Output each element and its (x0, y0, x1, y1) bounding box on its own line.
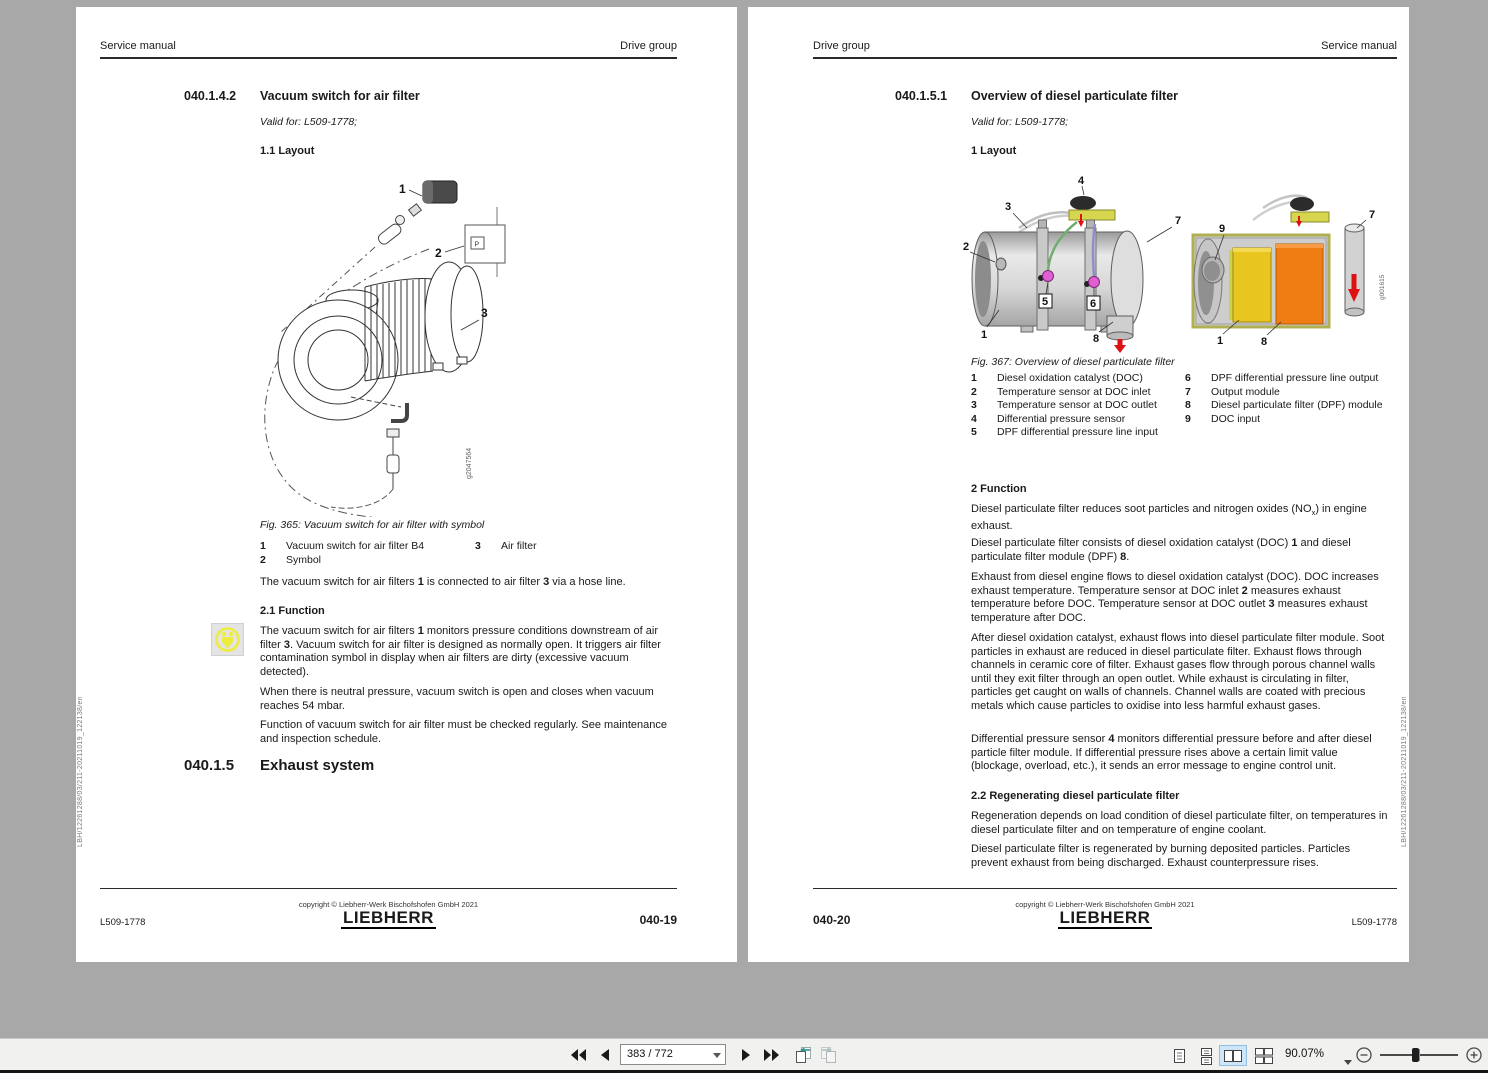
previous-view-button[interactable] (792, 1044, 814, 1066)
page-header-right: Drive group (620, 40, 677, 52)
section-title: Vacuum switch for air filter (260, 89, 420, 103)
paragraph-function-4: After diesel oxidation catalyst, exhaust flows into diesel particulate filter module. Soot particles in exhaust are reduced in diesel particulate filter. Exhaust flows through channels in ceramic core of filter. Exhaust gases flow through porous channel walls until they exit filter through an open outlet. While exhaust is circulating in filter, particles get caught on walls of channels. Channel walls are coated with precious metals which cause particles to oxidise into less harmful exhaust gases. (971, 632, 1385, 712)
figure-367-dpf-illustration (961, 170, 1389, 353)
legend-num: 7 (1185, 385, 1191, 398)
legend-label: Output module (1211, 385, 1280, 398)
legend-label: DPF differential pressure line output (1211, 372, 1379, 384)
document-side-code: LBH/12261288/03/211-20211019_122138/en (77, 696, 84, 847)
svg-text:8: 8 (1093, 333, 1100, 345)
continuous-view-icon (1197, 1047, 1215, 1065)
layout-subheading: 1.1 Layout (260, 145, 315, 157)
liebherr-logo: LIEBHERR (343, 908, 434, 927)
next-view-button[interactable] (818, 1044, 840, 1066)
svg-text:1: 1 (399, 182, 406, 196)
paragraph-function-1: Diesel particulate filter reduces soot particles and nitrogen oxides $(NO_x)$ in engine exhaust. (971, 503, 1367, 532)
legend-num: 4 (971, 412, 977, 425)
legend-label: Diesel oxidation catalyst (DOC) (997, 372, 1143, 384)
legend-label: Symbol (286, 553, 322, 566)
valid-for-note: Valid for: L509-1778; (971, 116, 1069, 128)
header-rule (813, 57, 1397, 59)
function-subheading: 2 Function (971, 483, 1027, 495)
page-header-right: Service manual (1321, 40, 1397, 52)
legend-num: 2 (971, 385, 977, 398)
paragraph-function-5: Differential pressure sensor 4 monitors differential pressure before and after diesel particle filter module. If differential pressure rises above a certain limit value (blockage, overload, etc.), it sends an error message to engine control unit. (971, 733, 1372, 772)
zoom-dropdown-button[interactable] (1344, 1052, 1352, 1070)
svg-text:5: 5 (1042, 296, 1049, 308)
page-header-left: Service manual (100, 40, 176, 52)
manual-page-left (76, 7, 737, 962)
svg-text:2: 2 (963, 241, 970, 253)
exhaust-section-number: 040.1.5 (184, 757, 235, 774)
paragraph-regen-2: Diesel particulate filter is regenerated by burning deposited particles. Particles prevent exhaust from being discharged. Exhaust counterpressure rises. (971, 843, 1351, 869)
continuous-view-button[interactable] (1194, 1045, 1218, 1066)
svg-text:7: 7 (1369, 209, 1376, 221)
legend-label: Diesel particulate filter (DPF) module (1211, 399, 1383, 411)
zoom-out-icon (1356, 1047, 1372, 1063)
paragraph-function-3: Exhaust from diesel engine flows to diesel oxidation catalyst (DOC). DOC increases exhaust temperature. Temperature sensor at DOC inlet 2 measures exhaust temperature before DOC. Temperature sensor at DOC outlet 3 measures exhaust temperature after DOC. (971, 571, 1379, 624)
svg-text:3: 3 (481, 306, 488, 320)
paragraph-function-2: Diesel particulate filter consists of diesel oxidation catalyst (DOC) 1 and diesel particulate filter module (DPF) 8. (971, 537, 1351, 563)
previous-page-button[interactable] (594, 1044, 616, 1066)
last-page-icon (763, 1049, 779, 1061)
facing-pages-view-button[interactable] (1219, 1045, 1247, 1066)
continuous-facing-view-button[interactable] (1252, 1045, 1276, 1066)
viewer-toolbar (0, 1038, 1488, 1070)
previous-view-icon (793, 1046, 813, 1064)
model-number: L509-1778 (100, 917, 146, 928)
svg-text:7: 7 (1175, 215, 1182, 227)
manual-page-right (748, 7, 1409, 962)
page-number-value: 383 / 772 (627, 1048, 673, 1060)
single-page-view-icon (1170, 1047, 1188, 1065)
figure-legend (971, 372, 1388, 440)
page-number: 040-20 (813, 913, 851, 927)
zoom-slider-handle[interactable] (1412, 1048, 1419, 1062)
layout-subheading: 1 Layout (971, 145, 1017, 157)
legend-num: 8 (1185, 399, 1191, 411)
legend-num: 1 (260, 540, 266, 552)
zoom-level-value: 90.07% (1285, 1048, 1325, 1060)
figure-caption: Fig. 367: Overview of diesel particulate filter (971, 356, 1175, 368)
last-page-button[interactable] (760, 1044, 782, 1066)
section-heading (895, 89, 1178, 103)
copyright-line: copyright © Liebherr-Werk Bischofshofen GmbH 2021 (1015, 900, 1195, 909)
svg-text:3: 3 (1005, 201, 1012, 213)
chevron-down-icon (713, 1053, 721, 1058)
liebherr-logo: LIEBHERR (1059, 908, 1151, 927)
svg-text:6: 6 (1090, 298, 1097, 310)
legend-label: DPF differential pressure line input (997, 426, 1158, 438)
model-number: L509-1778 (1351, 917, 1397, 928)
legend-label: Temperature sensor at DOC outlet (997, 399, 1157, 411)
zoom-slider-center-tick (1419, 1049, 1420, 1061)
legend-label: Vacuum switch for air filter B4 (286, 540, 425, 552)
zoom-in-icon (1466, 1047, 1482, 1063)
paragraph-function-2: When there is neutral pressure, vacuum switch is open and closes when vacuum reaches 54 mbar. (260, 686, 654, 712)
chevron-down-icon (1344, 1060, 1352, 1065)
page-number: 040-19 (639, 913, 677, 927)
next-view-icon (819, 1046, 839, 1064)
valid-for-note: Valid for: L509-1778; (260, 116, 358, 128)
svg-text:g2047564: g2047564 (466, 447, 473, 479)
section-title: Overview of diesel particulate filter (971, 89, 1179, 103)
svg-text:8: 8 (1261, 336, 1268, 348)
facing-pages-view-icon (1223, 1047, 1243, 1065)
legend-num: 3 (475, 540, 481, 552)
legend-num: 9 (1185, 412, 1191, 425)
legend-num: 5 (971, 426, 977, 438)
svg-text:4: 4 (1078, 175, 1085, 187)
next-page-icon (741, 1049, 750, 1061)
air-filter-contamination-symbol-icon (211, 623, 244, 656)
svg-text:2: 2 (435, 246, 442, 260)
regenerating-subheading: 2.2 Regenerating diesel particulate filter (971, 790, 1180, 802)
footer-rule (813, 888, 1397, 889)
svg-text:g001615: g001615 (1379, 274, 1386, 300)
page-header-left: Drive group (813, 40, 870, 52)
footer-rule (100, 888, 677, 889)
legend-label: DOC input (1211, 412, 1261, 425)
svg-text:1: 1 (1217, 335, 1224, 347)
next-page-button[interactable] (734, 1044, 756, 1066)
zoom-in-button[interactable] (1466, 1047, 1482, 1063)
figure-caption: Fig. 365: Vacuum switch for air filter with symbol (260, 519, 485, 531)
paragraph-connect: The vacuum switch for air filters 1 is connected to air filter 3 via a hose line. (260, 576, 626, 588)
legend-num: 2 (260, 553, 266, 566)
section-heading (184, 89, 420, 103)
legend-label: Temperature sensor at DOC inlet (997, 385, 1151, 398)
copyright-line: copyright © Liebherr-Werk Bischofshofen GmbH 2021 (298, 900, 479, 909)
page-number-combobox[interactable] (620, 1044, 726, 1065)
continuous-facing-view-icon (1254, 1047, 1274, 1065)
legend-num: 3 (971, 399, 977, 411)
figure-365-vacuum-switch-drawing (171, 167, 601, 517)
svg-text:P: P (474, 241, 480, 249)
zoom-out-button[interactable] (1356, 1047, 1372, 1063)
section-number: 040.1.5.1 (895, 89, 948, 103)
paragraph-regen-1: Regeneration depends on load condition of diesel particulate filter, on temperatures in diesel particulate filter and on temperature of engine coolant. (971, 810, 1388, 836)
liebherr-logo-cell (813, 909, 1397, 929)
document-side-code: LBH/12261288/03/211-20211019_122138/en (1401, 696, 1408, 847)
figure-legend (260, 540, 677, 567)
first-page-icon (571, 1049, 587, 1061)
exhaust-section-title: Exhaust system (260, 757, 375, 774)
svg-text:9: 9 (1219, 223, 1226, 235)
svg-text:1: 1 (981, 329, 988, 341)
legend-label: Air filter (501, 540, 537, 552)
legend-label: Differential pressure sensor (997, 412, 1126, 425)
legend-num: 1 (971, 372, 977, 384)
liebherr-logo-cell (100, 909, 677, 929)
paragraph-function-1: The vacuum switch for air filters 1 monitors pressure conditions downstream of air filter 3. Vacuum switch for air filter is designed as normally open. It triggers air filter contamination symbol in display when air filters are dirty (excessive vacuum detected). (260, 625, 661, 678)
paragraph-function-3: Function of vacuum switch for air filter must be checked regularly. See maintenance and inspection schedule. (260, 719, 667, 745)
exhaust-system-heading (184, 757, 374, 774)
previous-page-icon (601, 1049, 610, 1061)
legend-num: 6 (1185, 372, 1191, 384)
single-page-view-button[interactable] (1167, 1045, 1191, 1066)
header-rule (100, 57, 677, 59)
first-page-button[interactable] (568, 1044, 590, 1066)
section-number: 040.1.4.2 (184, 89, 237, 103)
function-subheading: 2.1 Function (260, 605, 325, 617)
